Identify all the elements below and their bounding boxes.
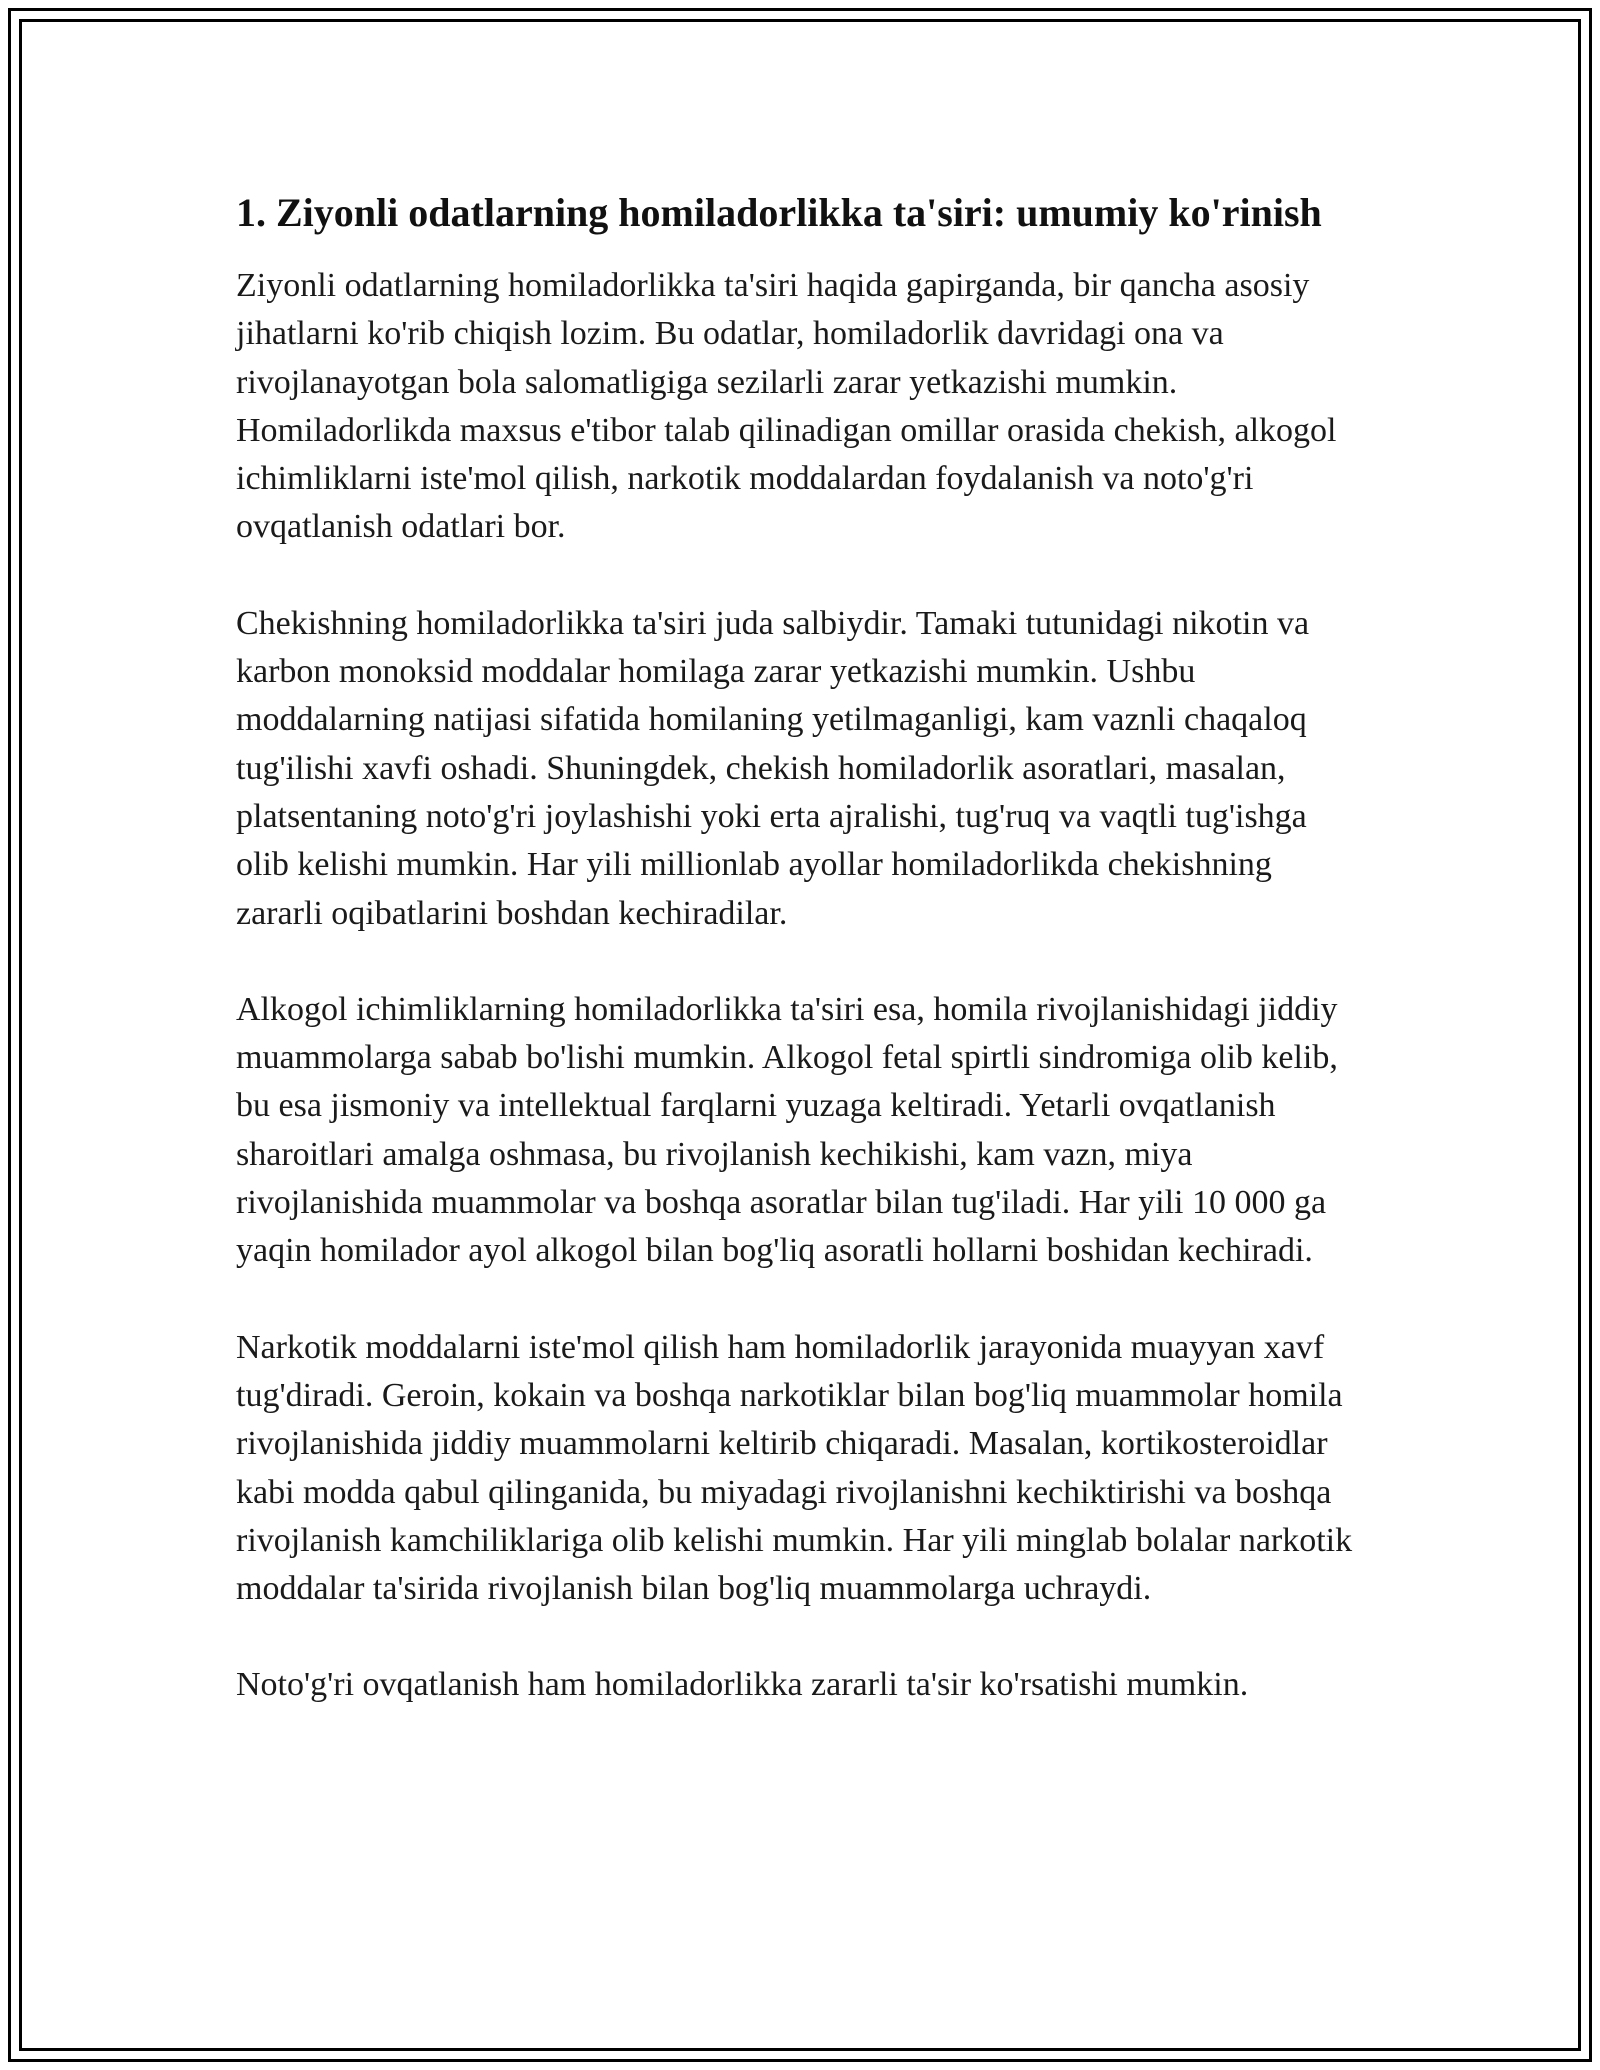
paragraph-drugs: Narkotik moddalarni iste'mol qilish ham homiladorlik jarayonida muayyan xavf tug'diradi. Geroin, kokain va boshqa narkotiklar bilan bog'liq muammolar homila rivojlanishida jiddiy muammolarni keltirib chiqaradi. Masalan, kortikosteroidlar kabi modda qabul qilinganida, bu miyadagi rivojlanishni kechiktirishi va boshqa rivojlanish kamchiliklariga olib kelishi mumkin. Har yili minglab bolalar narkotik moddalar ta'sirida rivojlanish bilan bog'liq muammolarga uchraydi. (236, 1328, 1353, 1608)
paragraph-intro: Ziyonli odatlarning homiladorlikka ta'siri haqida gapirganda, bir qancha asosiy jihatlarni ko'rib chiqish lozim. Bu odatlar, homiladorlik davridagi ona va rivojlanayotgan bola salomatligiga sezilarli zarar yetkazishi mumkin. Homiladorlikda maxsus e'tibor talab qilinadigan omillar orasida chekish, alkogol ichimliklarni iste'mol qilish, narkotik moddalardan foydalanish va noto'g'ri ovqatlanish odatlari bor. (236, 267, 1337, 546)
document-page (236, 186, 1366, 1758)
paragraph-smoking: Chekishning homiladorlikka ta'siri juda salbiydir. Tamaki tutunidagi nikotin va karbon monoksid moddalar homilaga zarar yetkazishi mumkin. Ushbu moddalarning natijasi sifatida homilaning yetilmaganligi, kam vaznli chaqaloq tug'ilishi xavfi oshadi. Shuningdek, chekish homiladorlik asoratlari, masalan, platsentaning noto'g'ri joylashishi yoki erta ajralishi, tug'ruq va vaqtli tug'ishga olib kelishi mumkin. Har yili millionlab ayollar homiladorlikda chekishning zararli oqibatlarini boshdan kechiradilar. (236, 604, 1310, 932)
section-heading: 1. Ziyonli odatlarning homiladorlikka ta'siri: umumiy ko'rinish (236, 190, 1322, 235)
paragraph-nutrition: Noto'g'ri ovqatlanish ham homiladorlikka zararli ta'sir ko'rsatishi mumkin. (236, 1666, 1249, 1704)
paragraph-alcohol: Alkogol ichimliklarning homiladorlikka ta'siri esa, homila rivojlanishidagi jiddiy muammolarga sabab bo'lishi mumkin. Alkogol fetal spirtli sindromiga olib kelib, bu esa jismoniy va intellektual farqlarni yuzaga keltiradi. Yetarli ovqatlanish sharoitlari amalga oshmasa, bu rivojlanish kechikishi, kam vazn, miya rivojlanishida muammolar va boshqa asoratlar bilan tug'iladi. Har yili 10 000 ga yaqin homilador ayol alkogol bilan bog'liq asoratli hollarni boshidan kechiradi. (236, 990, 1338, 1270)
